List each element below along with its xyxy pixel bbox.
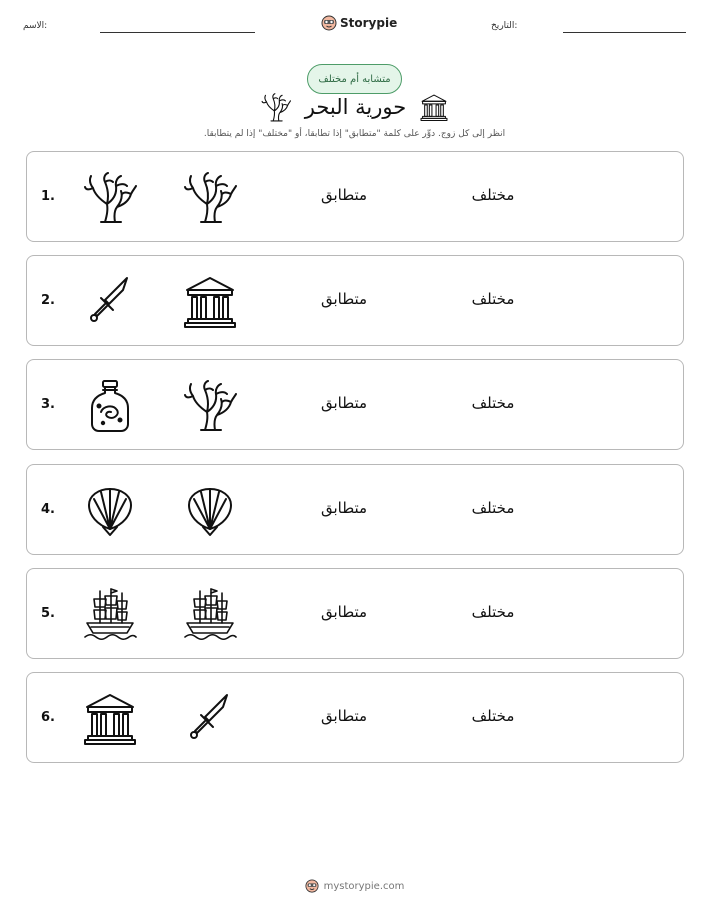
page-title: حورية البحر <box>304 95 407 119</box>
seashell-icon <box>83 483 137 537</box>
same-option[interactable]: متطابق <box>320 603 368 621</box>
brand-logo <box>321 13 397 33</box>
dagger-icon <box>83 274 137 328</box>
same-option[interactable]: متطابق <box>320 499 368 517</box>
row-number: 5. <box>41 606 55 621</box>
same-option[interactable]: متطابق <box>320 707 368 725</box>
same-option[interactable]: متطابق <box>320 186 368 204</box>
row-number: 1. <box>41 189 55 204</box>
footer <box>0 879 709 893</box>
exercise-row <box>26 359 684 450</box>
same-option[interactable]: متطابق <box>320 290 368 308</box>
coral-icon <box>83 170 137 224</box>
exercise-row <box>26 151 684 242</box>
name-line[interactable] <box>100 32 255 33</box>
title-row <box>0 89 709 125</box>
coral-icon <box>183 170 237 224</box>
different-option[interactable]: مختلف <box>471 394 515 412</box>
footer-url[interactable]: mystorypie.com <box>323 880 405 892</box>
different-option[interactable]: مختلف <box>471 499 515 517</box>
temple-icon <box>183 274 237 328</box>
ship-icon <box>83 587 137 641</box>
coral-icon <box>261 92 291 122</box>
different-option[interactable]: مختلف <box>471 186 515 204</box>
different-option[interactable]: مختلف <box>471 603 515 621</box>
exercise-row <box>26 568 684 659</box>
instructions: انظر إلى كل زوج. دوِّر على كلمة "متطابق" إذا تطابقا، أو "مختلف" إذا لم يتطابقا. <box>203 129 506 139</box>
storypie-mascot-icon <box>321 15 337 31</box>
brand-name: Storypie <box>340 16 398 30</box>
exercise-row <box>26 464 684 555</box>
dagger-icon <box>183 691 237 745</box>
ship-icon <box>183 587 237 641</box>
name-label: الاسم: <box>23 21 48 31</box>
row-number: 2. <box>41 293 55 308</box>
worksheet-type-badge: متشابه أم مختلف <box>307 64 402 94</box>
date-label: التاريخ: <box>491 21 518 31</box>
row-number: 3. <box>41 397 55 412</box>
row-number: 6. <box>41 710 55 725</box>
date-line[interactable] <box>563 32 686 33</box>
storypie-mascot-icon <box>305 879 319 893</box>
different-option[interactable]: مختلف <box>471 707 515 725</box>
different-option[interactable]: مختلف <box>471 290 515 308</box>
row-number: 4. <box>41 502 55 517</box>
exercise-row <box>26 255 684 346</box>
exercise-row <box>26 672 684 763</box>
potion-bottle-icon <box>83 378 137 432</box>
seashell-icon <box>183 483 237 537</box>
temple-icon <box>420 93 448 121</box>
coral-icon <box>183 378 237 432</box>
same-option[interactable]: متطابق <box>320 394 368 412</box>
temple-icon <box>83 691 137 745</box>
